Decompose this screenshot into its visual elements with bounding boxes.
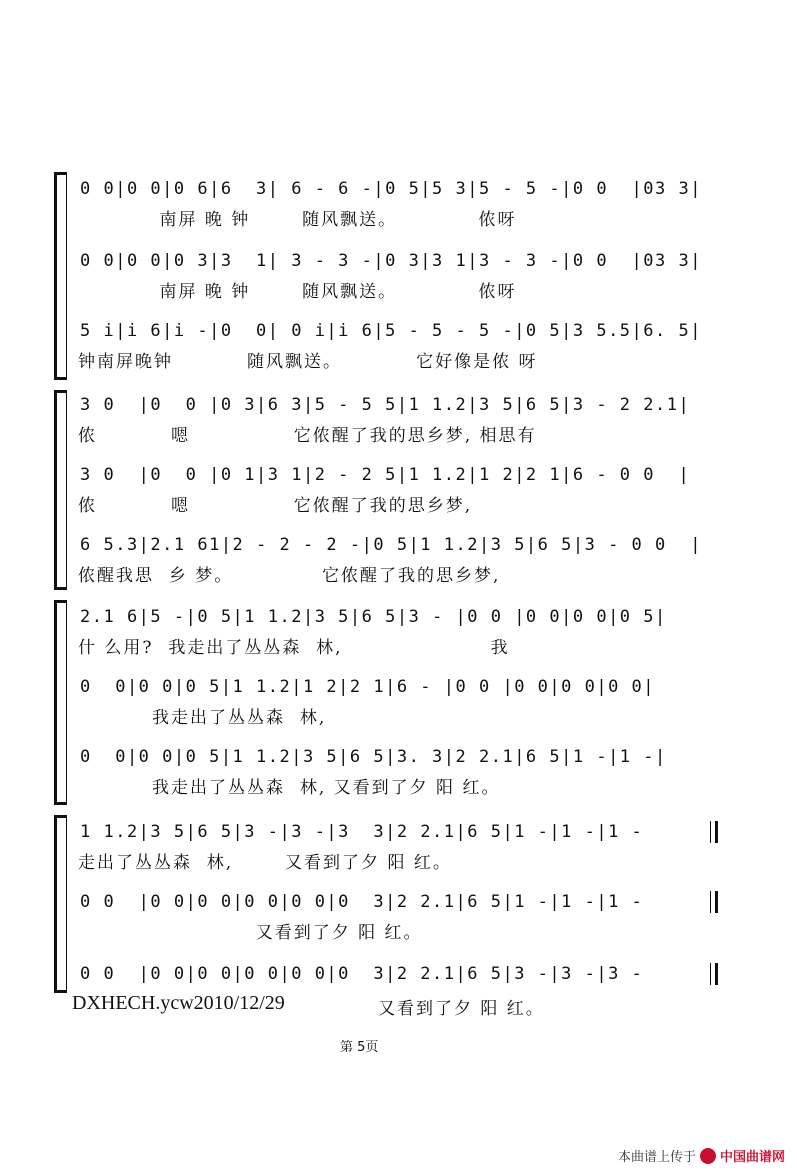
notation-line: 0 0 |0 0|0 0|0 0|0 0|0 3|2 2.1|6 5|3 -|3 -|3 - <box>80 964 644 984</box>
lyric-line: 钟南屏晚钟 随风飘送。 它好像是侬 呀 <box>78 352 538 372</box>
final-lyric-line: 又看到了夕 阳 红。 <box>378 999 545 1019</box>
final-barline <box>710 891 718 913</box>
notation-line: 3 0 |0 0 |0 1|3 1|2 - 2 5|1 1.2|1 2|2 1|6 - 0 0 | <box>80 465 691 485</box>
system-line <box>66 818 67 990</box>
final-barline <box>710 963 718 985</box>
lyric-line: 什 么用? 我走出了丛丛森 林, 我 <box>78 638 510 658</box>
system-line <box>66 175 67 377</box>
site-watermark <box>618 1146 785 1165</box>
system-line <box>66 603 67 802</box>
score-system-3 <box>58 600 722 805</box>
notation-line: 1 1.2|3 5|6 5|3 -|3 -|3 3|2 2.1|6 5|1 -|1 -|1 - <box>80 822 644 842</box>
notation-line: 0 0|0 0|0 5|1 1.2|1 2|2 1|6 - |0 0 |0 0|0 0|0 0| <box>80 677 656 697</box>
system-line <box>66 393 67 587</box>
score-system-1 <box>58 172 722 380</box>
notation-line: 0 0|0 0|0 5|1 1.2|3 5|6 5|3. 3|2 2.1|6 5|1 -|1 -| <box>80 747 667 767</box>
notation-line: 5 i|i 6|i -|0 0| 0 i|i 6|5 - 5 - 5 -|0 5|3 5.5|6. 5| <box>80 321 702 341</box>
lyric-line: 我走出了丛丛森 林, <box>78 708 327 728</box>
notation-line: 2.1 6|5 -|0 5|1 1.2|3 5|6 5|3 - |0 0 |0 0|0 0|0 5| <box>80 607 667 627</box>
lyric-line: 南屏 晚 钟 随风飘送。 侬呀 <box>78 210 517 230</box>
notation-line: 0 0|0 0|0 3|3 1| 3 - 3 -|0 3|3 1|3 - 3 -|0 0 |03 3| <box>80 251 702 271</box>
score-system-2 <box>58 390 722 590</box>
upload-text: 本曲谱上传于 <box>617 1150 696 1165</box>
lyric-line: 侬 嗯 它侬醒了我的思乡梦, 相思有 <box>78 426 537 446</box>
lyric-line: 走出了丛丛森 林, 又看到了夕 阳 红。 <box>78 853 452 873</box>
notation-line: 0 0 |0 0|0 0|0 0|0 0|0 3|2 2.1|6 5|1 -|1 -|1 - <box>80 892 644 912</box>
lyric-line: 侬 嗯 它侬醒了我的思乡梦, <box>78 496 473 516</box>
lyric-line: 又看到了夕 阳 红。 <box>78 923 423 943</box>
lyric-line: 南屏 晚 钟 随风飘送。 侬呀 <box>78 282 517 302</box>
page-number: 第 5页 <box>340 1040 379 1055</box>
notation-line: 6 5.3|2.1 61|2 - 2 - 2 -|0 5|1 1.2|3 5|6 5|3 - 0 0 | <box>80 535 702 555</box>
site-logo-icon <box>700 1148 716 1164</box>
notation-line: 0 0|0 0|0 6|6 3| 6 - 6 -|0 5|5 3|5 - 5 -|0 0 |03 3| <box>80 179 702 199</box>
score-system-4 <box>58 815 722 993</box>
lyric-line: 侬醒我思 乡 梦。 它侬醒了我的思乡梦, <box>78 566 501 586</box>
final-barline <box>710 821 718 843</box>
site-name: 中国曲谱网 <box>719 1150 785 1165</box>
arranger-signature: DXHECH.ycw2010/12/29 <box>72 992 285 1014</box>
notation-line: 3 0 |0 0 |0 3|6 3|5 - 5 5|1 1.2|3 5|6 5|3 - 2 2.1| <box>80 395 691 415</box>
lyric-line: 我走出了丛丛森 林, 又看到了夕 阳 红。 <box>78 778 501 798</box>
